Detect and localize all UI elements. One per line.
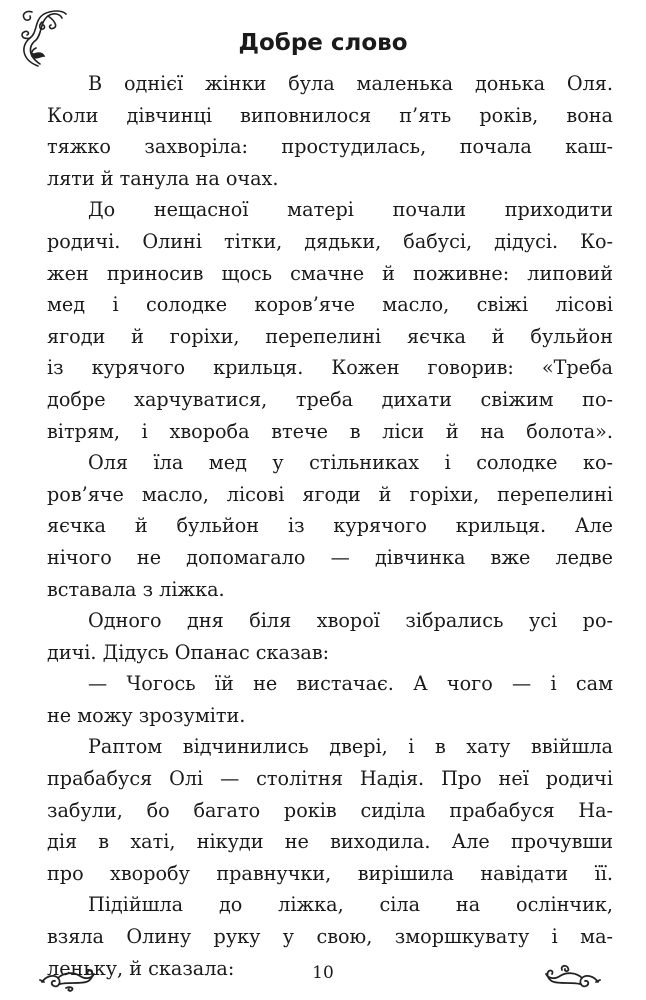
page-title: Добре слово <box>238 30 408 56</box>
text-line: не можу зрозуміти. <box>47 703 246 727</box>
text-line: ягоди й горіхи, перепелині яєчка й бульйон <box>47 324 613 348</box>
footer-right-ornament-icon <box>540 962 604 994</box>
text-line: До нещасної матері почали приходити <box>88 198 613 222</box>
text-line: Оля їла мед у стільниках і солодке ко- <box>88 451 613 475</box>
text-line: ляти й танула на очах. <box>47 166 279 190</box>
text-line: Підійшла до ліжка, сіла на ослінчик, <box>88 893 613 917</box>
text-line: ров’яче масло, лісові ягоди й горіхи, перепелині <box>47 482 613 506</box>
text-line: Коли дівчинці виповнилося п’ять років, вона <box>47 103 613 127</box>
text-line: вітрям, і хвороба втече в ліси й на болота». <box>47 419 613 443</box>
text-line: нічого не допомагало — дівчинка вже ледве <box>47 545 613 569</box>
text-line: В однієї жінки була маленька донька Оля. <box>88 72 613 95</box>
text-line: дія в хаті, нікуди не виходила. Але прочувши <box>47 830 613 854</box>
text-line: дичі. Дідусь Опанас сказав: <box>47 640 330 664</box>
text-line: леньку, й сказала: <box>47 956 235 980</box>
page-number: 10 <box>312 963 334 983</box>
text-line: із курячого крильця. Кожен говорив: «Треба <box>47 356 613 380</box>
text-line: мед і солодке коров’яче масло, свіжі лісові <box>47 293 613 317</box>
text-line: — Чогось їй не вистачає. А чого — і сам <box>88 672 613 696</box>
text-line: забули, бо багато років сиділа прабабуся На- <box>47 798 613 822</box>
text-line: жен приносив щось смачне й поживне: липовий <box>47 261 613 285</box>
text-line: прабабуся Олі — столітня Надія. Про неї родичі <box>47 767 613 791</box>
story-text <box>47 68 613 984</box>
text-line: Раптом відчинились двері, і в хату ввійшла <box>88 735 613 759</box>
text-line: тяжко захворіла: простудилась, почала каш- <box>47 135 613 159</box>
text-line: Одного дня біля хворої зібрались усі ро- <box>88 609 613 633</box>
text-line: добре харчуватися, треба дихати свіжим по- <box>47 387 613 411</box>
text-line: про хворобу правнучки, вирішила навідати її. <box>47 861 613 885</box>
text-line: яєчка й бульйон із курячого крильця. Але <box>47 514 613 538</box>
text-line: взяла Олину руку у свою, зморшкувату і ма- <box>47 925 613 949</box>
text-line: вставала з ліжка. <box>47 577 225 601</box>
text-line: родичі. Олині тітки, дядьки, бабусі, дідусі. Ко- <box>47 229 613 253</box>
